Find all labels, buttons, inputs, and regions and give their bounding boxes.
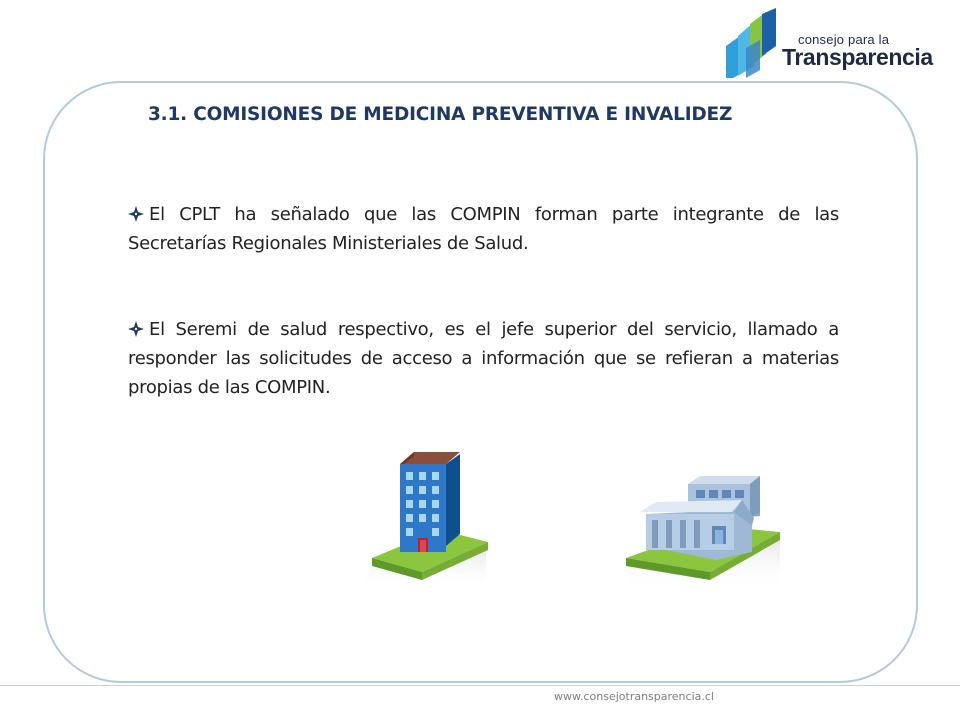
footer-divider: [0, 685, 960, 686]
bullet-text: El CPLT ha señalado que las COMPIN forman parte integrante de las Secretarías Regionales Ministeriales de Salud.: [128, 204, 839, 254]
diamond-bullet-icon: [128, 321, 144, 337]
government-building-icon: [620, 470, 790, 590]
logo: [724, 8, 933, 78]
office-tower-icon: [352, 438, 492, 590]
bullet-item: [128, 200, 839, 258]
slide-title: 3.1. COMISIONES DE MEDICINA PREVENTIVA E INVALIDEZ: [148, 104, 733, 125]
bullet-item: [128, 315, 839, 402]
logo-top-text: consejo para la: [798, 32, 890, 47]
bullet-text: El Seremi de salud respectivo, es el jefe superior del servicio, llamado a responder las solicitudes de acceso a información que se refieran a materias propias de las COMPIN.: [128, 319, 839, 398]
diamond-bullet-icon: [128, 206, 144, 222]
logo-main-text: Transparencia: [782, 44, 933, 70]
footer-url[interactable]: www.consejotransparencia.cl: [554, 690, 714, 703]
